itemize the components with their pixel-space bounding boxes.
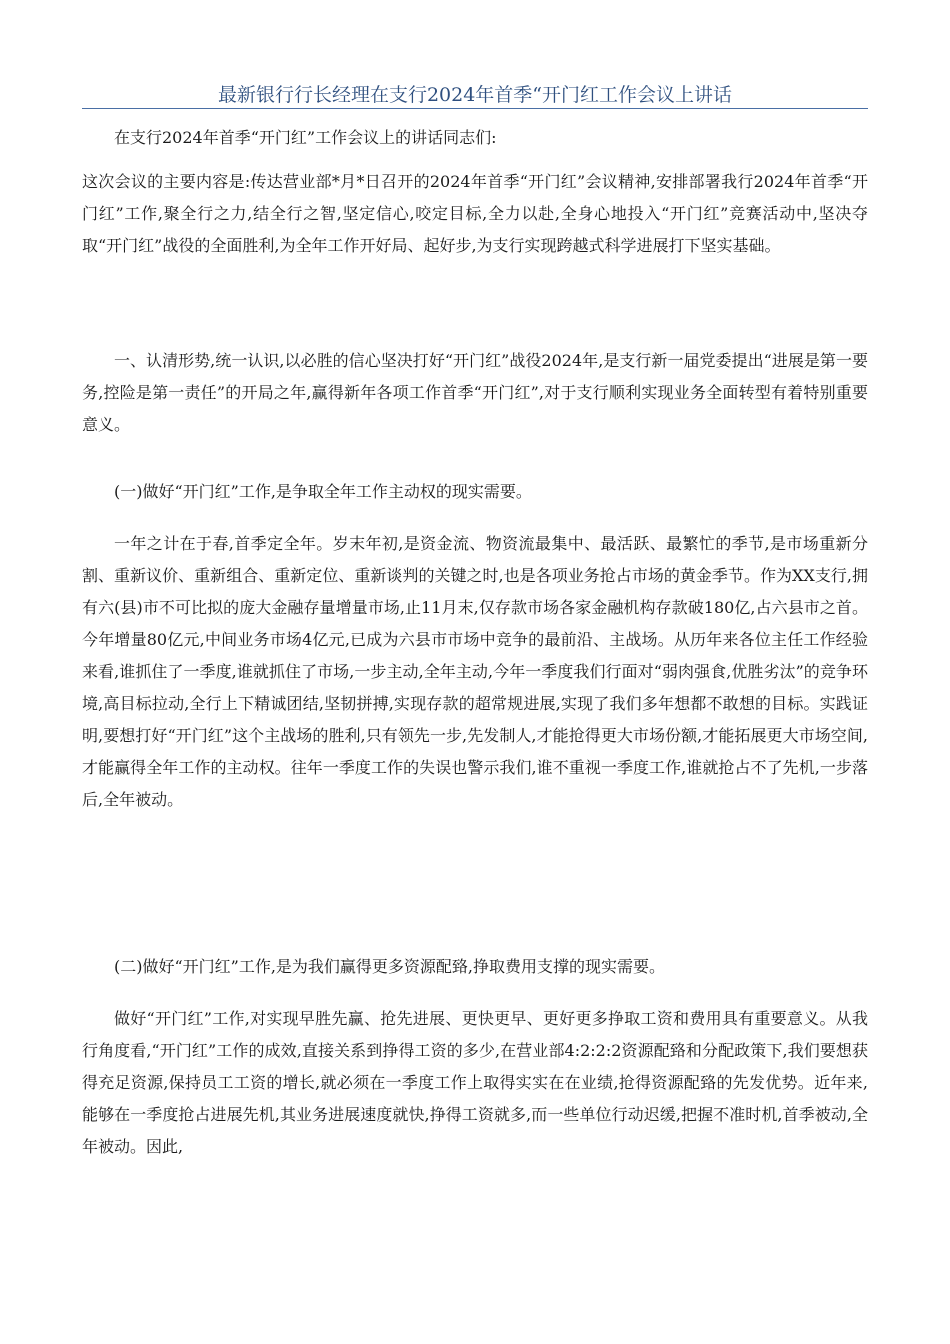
subsection-two-body: 做好“开门红”工作,对实现早胜先赢、抢先进展、更快更早、更好更多挣取工资和费用具有重要意义。从我行角度看,“开门红”工作的成效,直接关系到挣得工资的多少,在营业部4:2:2:2资源配臵和分配政策下,我们要想获得充足资源,保持员工工资的增长,就必须在一季度工作上取得实实在在业绩,抢得资源配臵的先发优势。近年来,能够在一季度抢占进展先机,其业务进展速度就快,挣得工资就多,而一些单位行动迟缓,把握不准时机,首季被动,全年被动。因此,	[82, 1009, 868, 1156]
subsection-one-body: 一年之计在于春,首季定全年。岁末年初,是资金流、物资流最集中、最活跃、最繁忙的季节,是市场重新分割、重新议价、重新组合、重新定位、重新谈判的关键之时,也是各项业务抢占市场的黄金季节。作为XX支行,拥有六(县)市不可比拟的庞大金融存量增量市场,止11月末,仅存款市场各家金融机构存款破180亿,占六县市之首。今年增量80亿元,中间业务市场4亿元,已成为六县市市场中竞争的最前沿、主战场。从历年来各位主任工作经验来看,谁抓住了一季度,谁就抓住了市场,一步主动,全年主动,今年一季度我们行面对“弱肉强食,优胜劣汰”的竞争环境,高目标拉动,全行上下精诚团结,坚韧拼搏,实现存款的超常规进展,实现了我们多年想都不敢想的目标。实践证明,要想打好“开门红”这个主战场的胜利,只有领先一步,先发制人,才能抢得更大市场份额,才能拓展更大市场空间,才能赢得全年工作的主动权。往年一季度工作的失误也警示我们,谁不重视一季度工作,谁就抢占不了先机,一步落后,全年被动。	[82, 534, 868, 809]
document-title: 最新银行行长经理在支行2024年首季“开门红工作会议上讲话	[217, 84, 733, 106]
subsection-two-heading: (二)做好“开门红”工作,是为我们赢得更多资源配臵,挣取费用支撑的现实需要。	[114, 957, 666, 976]
greeting-paragraph: 在支行2024年首季“开门红”工作会议上的讲话同志们:	[114, 128, 497, 147]
title-underline	[82, 108, 868, 109]
subsection-one-heading: (一)做好“开门红”工作,是争取全年工作主动权的现实需要。	[114, 482, 532, 501]
intro-paragraph: 这次会议的主要内容是:传达营业部*月*日召开的2024年首季“开门红”会议精神,安排部署我行2024年首季“开门红”工作,聚全行之力,结全行之智,坚定信心,咬定目标,全力以赴,全身心地投入“开门红”竞赛活动中,坚决夺取“开门红”战役的全面胜利,为全年工作开好局、起好步,为支行实现跨越式科学进展打下坚实基础。	[82, 172, 868, 255]
section-one-heading-paragraph: 一、认清形势,统一认识,以必胜的信心坚决打好“开门红”战役2024年,是支行新一届党委提出“进展是第一要务,控险是第一责任”的开局之年,赢得新年各项工作首季“开门红”,对于支行顺利实现业务全面转型有着特别重要意义。	[82, 351, 868, 434]
